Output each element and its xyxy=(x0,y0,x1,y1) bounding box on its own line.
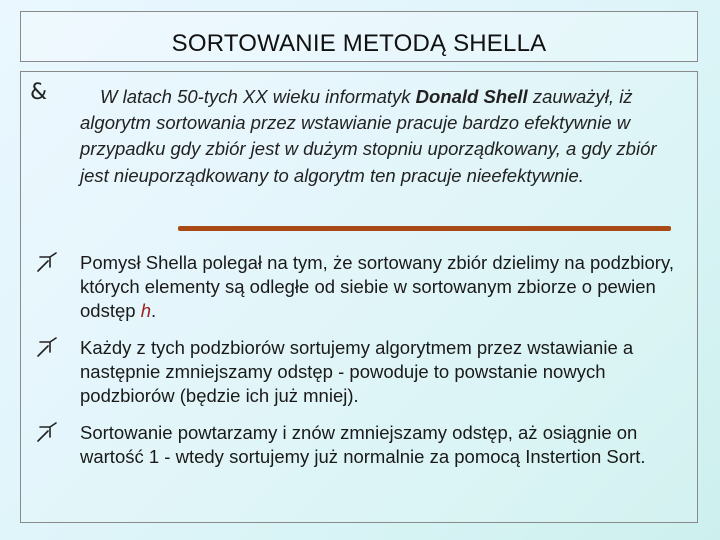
bullet-3-text: Sortowanie powtarzamy i znów zmniejszamy odstęp, aż osiągnie on wartość 1 - wtedy sortujemy już normalnie za pomocą Instertion Sort. xyxy=(80,422,646,467)
bullet-2-text: Każdy z tych podzbiorów sortujemy algorytmem przez wstawianie a następnie zmniejszamy odstęp - powoduje to powstanie nowych podzbiorów (będzie ich już mniej). xyxy=(80,337,634,406)
pointing-hand-icon xyxy=(36,336,58,363)
intro-prefix: W latach 50-tych XX wieku informatyk xyxy=(100,86,416,107)
bullet-item-2 xyxy=(80,336,692,408)
bullet-1-text: Pomysł Shella polegał na tym, że sortowany zbiór dzielimy na podzbiory, których elementy są odległe od siebie w sortowanym zbiorze o pewien odstęp xyxy=(80,252,674,321)
intro-name: Donald Shell xyxy=(415,86,528,107)
bullet-1-accent: h xyxy=(140,300,151,321)
pointing-hand-icon xyxy=(36,251,58,278)
intro-paragraph xyxy=(80,84,690,189)
slide-title: SORTOWANIE METODĄ SHELLA xyxy=(171,30,547,57)
intro-rest: zauważył, iż algorytm sortowania przez wstawianie pracuje bardzo efektywnie w przypadku gdy zbiór jest w dużym stopniu uporządkowany, a gdy zbiór jest nieuporządkowany to algorytm ten pracuje nieefektywnie. xyxy=(80,86,657,186)
ampersand-outline-icon: & xyxy=(30,80,48,105)
section-divider xyxy=(178,226,671,231)
bullet-item-1 xyxy=(80,251,692,323)
bullet-1-suffix: . xyxy=(150,300,157,321)
bullet-item-3 xyxy=(80,421,692,469)
pointing-hand-icon xyxy=(36,421,58,448)
